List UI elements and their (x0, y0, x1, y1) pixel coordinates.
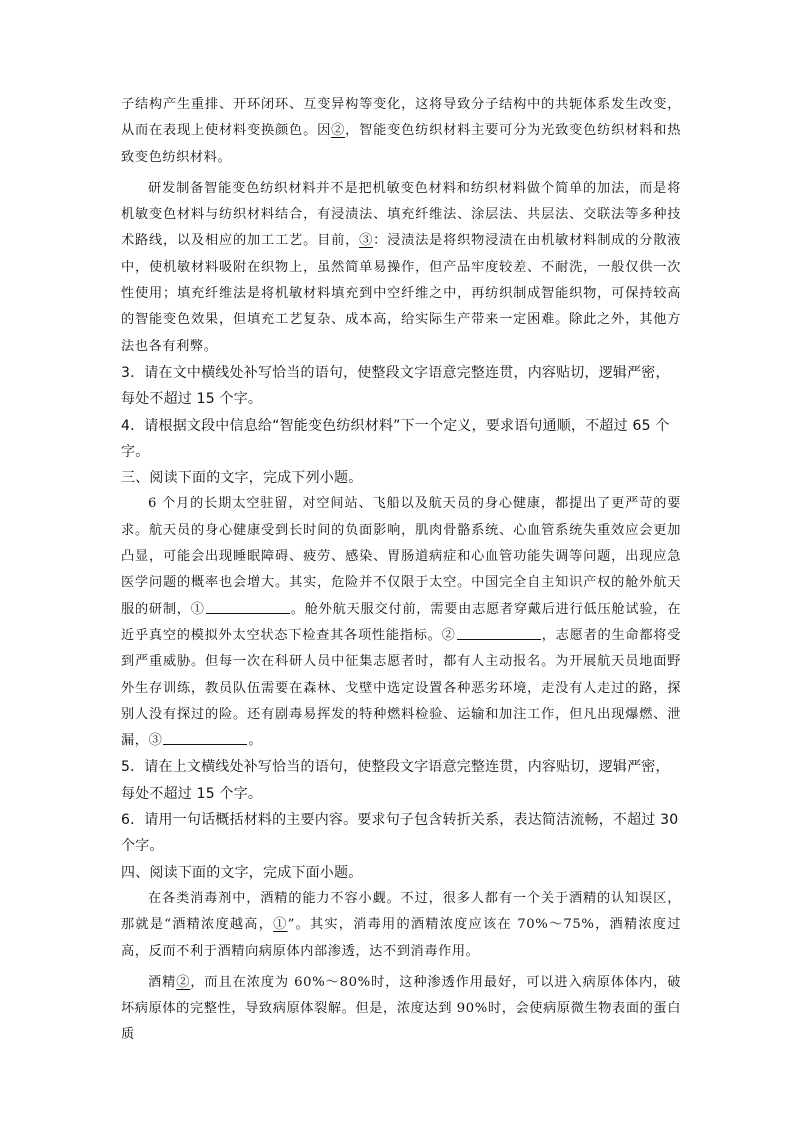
question-6: 6．请用一句话概括材料的主要内容。要求句子包含转折关系，表达简洁流畅，不超过 30 个字。 (121, 812, 679, 855)
blank-marker-1: ① (273, 917, 288, 933)
blank-marker-3: ③ (148, 733, 163, 749)
question-5: 5．请在上文横线处补写恰当的语句，使整段文字语意完整连贯，内容贴切，逻辑严密，每处不超过 15 个字。 (121, 759, 670, 802)
question-4: 4．请根据文段中信息给“智能变色纺织材料”下一个定义，要求语句通顺，不超过 65 个字。 (121, 417, 670, 460)
text-segment: 子结构产生重排、开环闭环、互变异构等变化，这将导致分子结构中的共轭体系发生改变，从而在表现上使材料变换颜色。因 (121, 97, 681, 139)
text-segment: 研发制备智能变色纺织材料并不是把机敏变色材料和纺织材料做个简单的加法，而是将机敏变色材料与纺织材料结合，有浸渍法、填充纤维法、涂层法、共层法、交联法等多种技术路线，以及相应的加工工艺。目前， (121, 180, 681, 249)
text-segment: 酒精 (148, 974, 177, 990)
section-heading-3: 三、阅读下面的文字，完成下列小题。 (121, 470, 363, 487)
paragraph-space-station (121, 491, 681, 754)
blank-marker-2: ② (176, 974, 191, 990)
text-segment: ：浸渍法是将织物浸渍在由机敏材料制成的分散液中，使机敏材料吸附在织物上，虽然简单易操作，但产品牢度较差、不耐洗，一般仅供一次性使用；填充纤维法是将机敏材料填充到中空纤维之中，再纺织制成智能织物，可保持较高的智能变色效果，但填充工艺复杂、成本高，给实际生产带来一定困难。除此之外，其他方法也各有利弊。 (121, 233, 682, 354)
text-segment: ，志愿者的生命都将受到严重威胁。但每一次在科研人员中征集志愿者时，都有人主动报名。为开展航天员地面野外生存训练，教员队伍需要在森林、戈壁中选定设置各种恶劣环境，走没有人走过的路，探别人没有探过的险。还有剧毒易挥发的特种燃料检验、运输和加注工作，但凡出现爆燃、泄漏， (121, 627, 681, 749)
blank-marker-3: ③ (359, 233, 374, 249)
paragraph-fabrication-methods (121, 176, 681, 360)
answer-blank-3[interactable] (163, 731, 247, 745)
answer-blank-2[interactable] (457, 626, 541, 640)
text-segment: ”。其实，消毒用的酒精浓度应该在 70%～75%，酒精浓度过高，反而不利于酒精向病原体内部渗透，达不到消毒作用。 (121, 917, 681, 959)
text-segment: 6 个月的长期太空驻留，对空间站、飞船以及航天员的身心健康，都提出了更严苛的要求。航天员的身心健康受到长时间的负面影响，肌肉骨骼系统、心血管系统失重效应会更加凸显，可能会出现睡眠障碍、疲劳、感染、胃肠道病症和心血管功能失调等问题，出现应急医学问题的概率也会增大。其实，危险并不仅限于太空。中国完全自主知识产权的舱外航天服的研制， (121, 496, 681, 617)
text-segment: ，智能变色纺织材料主要可分为光致变色纺织材料和热致变色纺织材料。 (121, 123, 681, 165)
question-3: 3．请在文中横线处补写恰当的语句，使整段文字语意完整连贯，内容贴切，逻辑严密，每处不超过 15 个字。 (121, 364, 670, 408)
blank-marker-2: ② (331, 123, 346, 139)
text-segment: 在各类消毒剂中，酒精的能力不容小觑。不过，很多人都有一个关于酒精的认知误区，那就是“酒精浓度越高， (121, 890, 681, 933)
answer-blank-1[interactable] (206, 600, 290, 614)
text-segment: 。 (248, 733, 263, 749)
section-heading-4: 四、阅读下面的文字，完成下面小题。 (121, 864, 363, 881)
paragraph-color-change-mechanism (121, 92, 681, 171)
text-segment: 。舱外航天服交付前，需要由志愿者穿戴后进行低压舱试验，在近乎真空的模拟外太空状态下检查其各项性能指标。 (121, 601, 681, 643)
document-body (121, 92, 681, 1049)
paragraph-alcohol-penetration (121, 970, 681, 1049)
blank-marker-2: ② (441, 627, 456, 643)
paragraph-alcohol-disinfectant (121, 886, 681, 965)
text-segment: ，而且在浓度为 60%～80%时，这种渗透作用最好，可以进入病原体体内，破坏病原体的完整性，导致病原体裂解。但是，浓度达到 90%时，会使病原微生物表面的蛋白质 (121, 974, 681, 1043)
blank-marker-1: ① (190, 601, 205, 617)
